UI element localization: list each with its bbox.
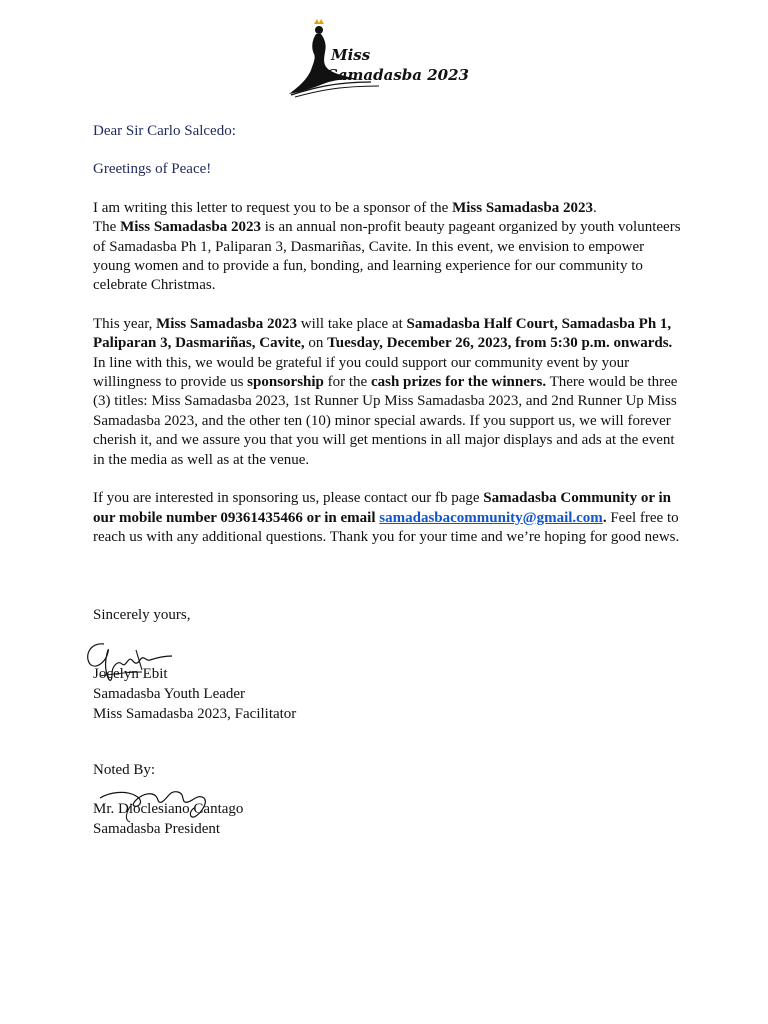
text-run-bold: Miss Samadasba 2023 bbox=[452, 199, 593, 216]
text-run-bold: Samadasba Half Court, Samadasba Ph 1, Paliparan 3, Dasmariñas, Cavite, bbox=[93, 315, 672, 352]
text-run: is an annual non-profit beauty pageant organized by youth volunteers of Samadasba Ph 1, Paliparan 3, Dasmariñas, Cavite. In this event, we envision to empower young women and to provide a fun, bonding, and learning experience for our community to celebrate Christmas. bbox=[93, 219, 681, 294]
text-run: In line with this, we would be grateful if you could support our community event by your willingness to provide us bbox=[93, 354, 630, 391]
text-run: . bbox=[592, 199, 597, 216]
text-run: The bbox=[93, 219, 121, 236]
text-run-bold: . bbox=[602, 509, 607, 526]
paragraph-intro bbox=[93, 199, 683, 296]
letter-body bbox=[93, 122, 683, 547]
signer-1-name: Jocelyn Ebit bbox=[93, 666, 168, 682]
text-run: Feel free to reach us with any additional questions. Thank you for your time and we’re hoping for good news. bbox=[93, 509, 680, 545]
text-run: I am writing this letter to request you to be a sponsor of the bbox=[93, 199, 453, 216]
text-run: will take place at bbox=[297, 315, 407, 332]
text-run: There would be three (3) titles: Miss Samadasba 2023, 1st Runner Up Miss Samadasba 2023, and 2nd Runner Up Miss Samadasba 2023, and the other ten (10) minor special awards. If you support us, we will forever cherish it, and we assure you that you will get mentions in all major displays and ads at the event in the media as well as at the venue. bbox=[93, 374, 678, 468]
text-run: for the bbox=[323, 374, 371, 391]
pageant-logo bbox=[283, 18, 469, 100]
text-run-bold: Miss Samadasba 2023 bbox=[156, 315, 297, 332]
text-run: on bbox=[304, 335, 328, 352]
text-run: If you are interested in sponsoring us, please contact our fb page bbox=[93, 490, 484, 507]
text-run-bold: Samadasba Community or in our mobile number 09361435466 or in email bbox=[93, 490, 671, 526]
text-run-bold: Tuesday, December 26, 2023, from 5:30 p.m. onwards. bbox=[327, 335, 673, 352]
text-run-bold: sponsorship bbox=[247, 374, 324, 391]
salutation: Dear Sir Carlo Salcedo: bbox=[93, 123, 236, 139]
signer-2-name: Mr. Dioclesiano Cantago bbox=[93, 801, 244, 817]
closing: Sincerely yours, bbox=[93, 607, 191, 623]
paragraph-contact bbox=[93, 489, 683, 547]
paragraph-event-details bbox=[93, 315, 683, 470]
text-run-bold: cash prizes for the winners. bbox=[370, 374, 547, 391]
signer-1-title: Samadasba Youth Leader bbox=[93, 686, 246, 702]
noted-by-label: Noted By: bbox=[93, 762, 156, 778]
signer-2-block bbox=[93, 799, 243, 839]
text-run-bold: Miss Samadasba 2023 bbox=[120, 219, 261, 236]
logo-text-miss: Miss bbox=[331, 46, 371, 64]
signer-1-role: Miss Samadasba 2023, Facilitator bbox=[93, 706, 297, 722]
email-link[interactable]: samadasbacommunity@gmail.com bbox=[379, 509, 603, 526]
signer-2-title: Samadasba President bbox=[93, 821, 221, 837]
logo-text-title: Samadasba 2023 bbox=[327, 66, 469, 84]
signer-1-block bbox=[93, 664, 296, 724]
greeting: Greetings of Peace! bbox=[93, 161, 212, 178]
text-run: This year, bbox=[93, 315, 157, 332]
